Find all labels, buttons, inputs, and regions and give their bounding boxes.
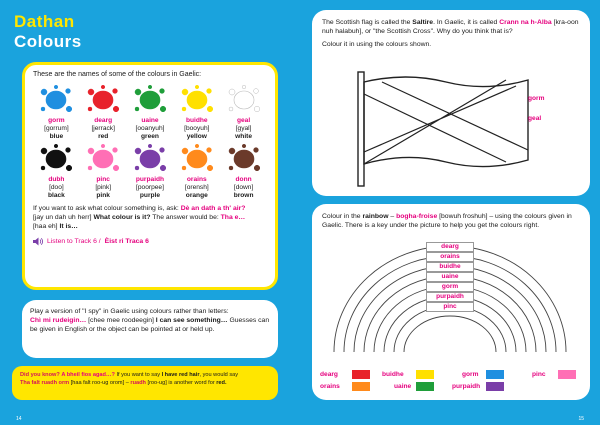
flag-text: The Scottish flag is called the Saltire. In Gaelic, it is called Crann na h-Alba [kra-oon nuh halabuh], or "the Scottish Cross". Why do you think that is? xyxy=(322,19,579,35)
colour-english: blue xyxy=(49,133,64,140)
rainbow-box xyxy=(312,204,590,400)
rainbow-band-label: dearg xyxy=(426,242,474,252)
flag-instruction: Colour it in using the colours shown. xyxy=(322,41,432,48)
colour-english: yellow xyxy=(186,133,207,140)
paint-splat-icon xyxy=(38,84,74,116)
key-label: gorm xyxy=(462,371,479,378)
colour-pronunciation: [doo] xyxy=(49,184,64,191)
colour-gaelic: dearg xyxy=(94,117,113,124)
colour-pronunciation: [orensh] xyxy=(184,184,209,191)
flag-key-blue: gorm xyxy=(528,95,545,102)
speaker-icon xyxy=(33,237,43,246)
colour-gaelic: buidhe xyxy=(185,117,208,124)
rainbow-text: Colour in the rainbow – bogha-froise [bowuh froshuh] – using the colours given in Gaelic. There is a key under the picture to help you get the colours right. xyxy=(322,213,572,229)
rainbow-band-label: uaine xyxy=(426,272,474,282)
colour-gaelic: geal xyxy=(236,117,251,124)
key-swatch xyxy=(558,370,576,379)
colour-pronunciation: [booyuh] xyxy=(184,125,210,132)
colour-gaelic: orains xyxy=(186,176,207,183)
colour-english: purple xyxy=(139,192,161,199)
rainbow-band-label: purpaidh xyxy=(426,292,474,302)
audio-track-link[interactable]: Listen to Track 6 / Èist ri Traca 6 xyxy=(33,237,267,246)
colour-english: green xyxy=(141,133,159,140)
colour-english: white xyxy=(235,133,253,140)
ispy-box xyxy=(22,300,278,358)
paint-splat-icon xyxy=(226,143,262,175)
key-label: orains xyxy=(320,383,340,390)
colour-gaelic: gorm xyxy=(48,117,65,124)
colour-pronunciation: [jerrack] xyxy=(91,125,115,132)
rainbow-band-label: gorm xyxy=(426,282,474,292)
colour-english: orange xyxy=(185,192,208,199)
rainbow-band-label: buidhe xyxy=(426,262,474,272)
colour-english: pink xyxy=(96,192,110,199)
colour-grid xyxy=(33,84,267,200)
saltire-flag-outline[interactable] xyxy=(356,68,536,188)
key-label: buidhe xyxy=(382,371,404,378)
colour-gaelic: purpaidh xyxy=(135,176,165,183)
colour-pronunciation: [gorrum] xyxy=(44,125,69,132)
flag-box xyxy=(312,10,590,196)
colour-entry xyxy=(80,84,127,141)
key-swatch xyxy=(416,382,434,391)
page-number-left: 14 xyxy=(16,416,22,422)
colour-entry xyxy=(33,143,80,200)
colours-intro: These are the names of some of the colours in Gaelic: xyxy=(33,71,202,78)
colour-pronunciation: [pink] xyxy=(95,184,112,191)
colour-english: brown xyxy=(233,192,254,199)
paint-splat-icon xyxy=(226,84,262,116)
paint-splat-icon xyxy=(85,143,121,175)
colour-english: red xyxy=(98,133,109,140)
key-swatch xyxy=(416,370,434,379)
page-title-english: Colours xyxy=(14,32,82,51)
ispy-text: Play a version of "I spy" in Gaelic using colours rather than letters: Chì mi rudeigin… [chee mee roodeegin] I can see something… Guesses can be given in English or the object can be pointed at or held up. xyxy=(30,308,270,333)
paint-splat-icon xyxy=(132,84,168,116)
colour-pronunciation: [ooanyuh] xyxy=(135,125,165,132)
paint-splat-icon xyxy=(132,143,168,175)
paint-splat-icon xyxy=(179,143,215,175)
flag-key-white: geal xyxy=(528,115,542,122)
key-swatch xyxy=(352,382,370,391)
page-number-right: 15 xyxy=(578,416,584,422)
colour-entry xyxy=(80,143,127,200)
key-swatch xyxy=(352,370,370,379)
colour-entry xyxy=(173,143,220,200)
rainbow-band-label: orains xyxy=(426,252,474,262)
colour-entry xyxy=(33,84,80,141)
key-label: dearg xyxy=(320,371,338,378)
colour-entry xyxy=(220,84,267,141)
key-swatch xyxy=(486,370,504,379)
colour-entry xyxy=(173,84,220,141)
paint-splat-icon xyxy=(38,143,74,175)
colours-box xyxy=(22,62,278,290)
colour-gaelic: donn xyxy=(235,176,252,183)
colour-gaelic: dubh xyxy=(48,176,65,183)
paint-splat-icon xyxy=(85,84,121,116)
colour-gaelic: pinc xyxy=(96,176,110,183)
paint-splat-icon xyxy=(179,84,215,116)
key-swatch xyxy=(486,382,504,391)
did-you-know-box: Did you know? A bheil fios agad…? If you want to say I have red hair, you would say Tha falt ruadh orm [haa falt roo-ug orom] – ruadh [roo-ug] is another word for red. xyxy=(12,366,278,400)
colour-gaelic: uaine xyxy=(141,117,159,124)
ask-text: If you want to ask what colour something is, ask: Dè an dath a th' air? [jay un dah uh herr] What colour is it? The answer would be: Tha e… [haa eh] It is… xyxy=(33,205,246,230)
colour-entry xyxy=(127,84,174,141)
colour-english: black xyxy=(47,192,65,199)
key-label: purpaidh xyxy=(452,383,481,390)
colour-pronunciation: [down] xyxy=(233,184,254,191)
colour-entry xyxy=(220,143,267,200)
colour-entry xyxy=(127,143,174,200)
key-label: pinc xyxy=(532,371,546,378)
colour-pronunciation: [gyal] xyxy=(235,125,252,132)
page-title-gaelic: Dathan xyxy=(14,12,75,31)
colour-pronunciation: [poorpee] xyxy=(136,184,164,191)
key-label: uaine xyxy=(394,383,412,390)
rainbow-band-label: pinc xyxy=(426,302,474,312)
